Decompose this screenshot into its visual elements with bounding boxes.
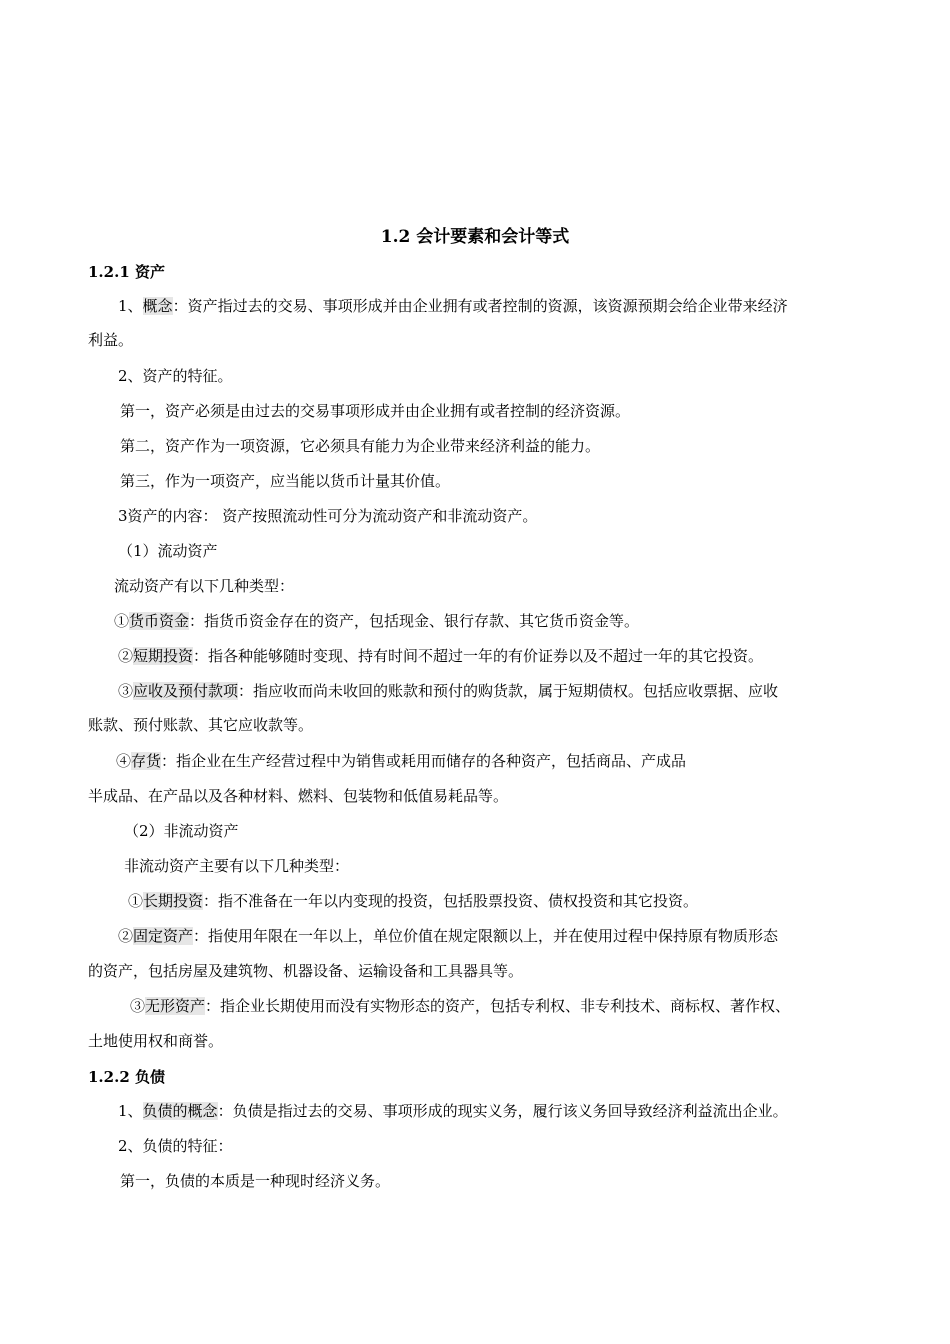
paragraph-feature-1: 第一，资产必须是由过去的交易事项形成并由企业拥有或者控制的经济资源。 xyxy=(120,402,631,420)
section-heading-liabilities: 1.2.2 负债 xyxy=(88,1068,165,1086)
item-inventory-cont: 半成品、在产品以及各种材料、燃料、包装物和低值易耗品等。 xyxy=(88,787,509,805)
item-intangible-assets: ③无形资产：指企业长期使用而没有实物形态的资产，包括专利权、非专利技术、商标权、著作权、 xyxy=(130,997,791,1015)
paragraph-asset-features: 2、资产的特征。 xyxy=(118,367,233,385)
term-highlight: 存货 xyxy=(131,752,162,770)
item-inventory: ④存货：指企业在生产经营过程中为销售或耗用而储存的各种资产，包括商品、产成品 xyxy=(116,752,687,770)
subheading-current-assets: （1）流动资产 xyxy=(118,542,218,560)
paragraph-liability-feature-1: 第一，负债的本质是一种现时经济义务。 xyxy=(120,1172,391,1190)
term-highlight: 应收及预付款项 xyxy=(133,682,239,700)
paragraph-liability-concept: 1、负债的概念：负债是指过去的交易、事项形成的现实义务，履行该义务回导致经济利益流出企业。 xyxy=(118,1102,788,1120)
subheading-noncurrent-assets: （2）非流动资产 xyxy=(124,822,239,840)
item-monetary-funds: ①货币资金：指货币资金存在的资产，包括现金、银行存款、其它货币资金等。 xyxy=(114,612,640,630)
section-heading-assets: 1.2.1 资产 xyxy=(88,263,165,281)
paragraph-noncurrent-types: 非流动资产主要有以下几种类型： xyxy=(124,857,350,875)
paragraph-liability-features: 2、负债的特征： xyxy=(118,1137,233,1155)
item-receivables-cont: 账款、预付账款、其它应收款等。 xyxy=(88,716,314,734)
item-fixed-assets: ②固定资产：指使用年限在一年以上，单位价值在规定限额以上，并在使用过程中保持原有物质形态 xyxy=(118,927,779,945)
term-highlight: 短期投资 xyxy=(133,647,194,665)
item-fixed-assets-cont: 的资产，包括房屋及建筑物、机器设备、运输设备和工具器具等。 xyxy=(88,962,524,980)
term-highlight: 无形资产 xyxy=(145,997,206,1015)
item-receivables: ③应收及预付款项：指应收而尚未收回的账款和预付的购货款，属于短期债权。包括应收票据、应收 xyxy=(118,682,779,700)
paragraph-feature-2: 第二，资产作为一项资源，它必须具有能力为企业带来经济利益的能力。 xyxy=(120,437,601,455)
term-highlight: 固定资产 xyxy=(133,927,194,945)
paragraph-asset-concept: 1、概念：资产指过去的交易、事项形成并由企业拥有或者控制的资源，该资源预期会给企业带来经济 xyxy=(118,297,788,315)
paragraph-asset-content: 3资产的内容： 资产按照流动性可分为流动资产和非流动资产。 xyxy=(118,507,538,525)
term-highlight: 负债的概念 xyxy=(142,1102,218,1120)
paragraph-current-types: 流动资产有以下几种类型： xyxy=(114,577,295,595)
term-highlight: 长期投资 xyxy=(143,892,204,910)
item-intangible-assets-cont: 土地使用权和商誉。 xyxy=(88,1032,224,1050)
term-highlight: 概念 xyxy=(142,297,173,315)
item-short-term-investment: ②短期投资：指各种能够随时变现、持有时间不超过一年的有价证券以及不超过一年的其它投资。 xyxy=(118,647,764,665)
item-long-term-investment: ①长期投资：指不准备在一年以内变现的投资，包括股票投资、债权投资和其它投资。 xyxy=(128,892,699,910)
paragraph-feature-3: 第三，作为一项资产，应当能以货币计量其价值。 xyxy=(120,472,451,490)
paragraph-asset-concept-cont: 利益。 xyxy=(88,331,134,349)
term-highlight: 货币资金 xyxy=(129,612,190,630)
page-title: 1.2 会计要素和会计等式 xyxy=(380,227,570,247)
